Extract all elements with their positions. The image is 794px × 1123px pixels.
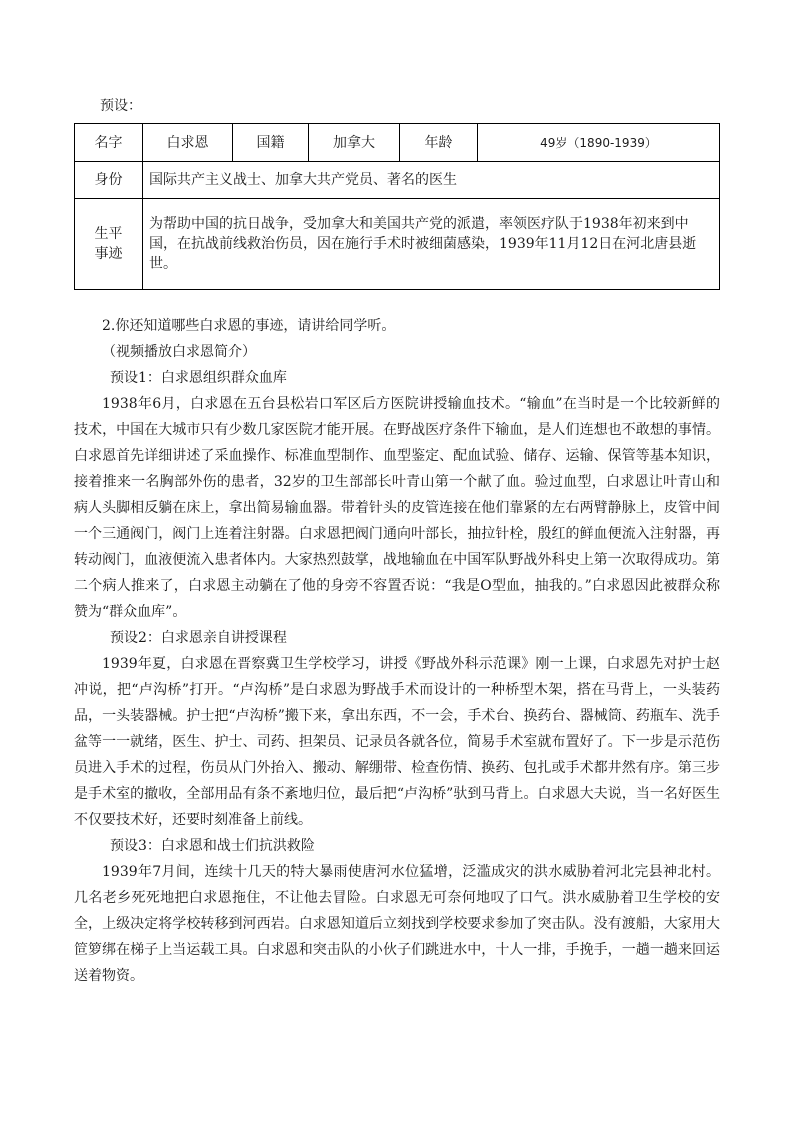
identity-value: 国际共产主义战士、加拿大共产党员、著名的医生 <box>143 162 720 199</box>
preset2-title: 预设2：白求恩亲自讲授课程 <box>110 630 287 646</box>
table-row-basic <box>75 124 720 162</box>
life-label-line1: 生平 <box>94 226 123 242</box>
identity-label: 身份 <box>75 162 143 199</box>
table-row-life <box>75 199 720 290</box>
name-value: 白求恩 <box>143 124 233 162</box>
question-line: 2.你还知道哪些白求恩的事迹，请讲给同学听。 <box>102 318 396 334</box>
life-label-line2: 事迹 <box>94 246 123 262</box>
life-label <box>75 199 143 290</box>
preset3-body: 1939年7月间，连续十几天的特大暴雨使唐河水位猛增，泛滥成灾的洪水威胁着河北完县神北村。几名老乡死死地把白求恩拖住，不让他去冒险。白求恩无可奈何地叹了口气。洪水威胁着卫生学校的安全，上级决定将学校转移到河西岩。白求恩知道后立刻找到学校要求参加了突击队。没有渡船，大家用大笸箩绑在梯子上当运载工具。白求恩和突击队的小伙子们跳进水中，十人一排，手挽手，一趟一趟来回运送着物资。 <box>74 864 720 984</box>
nationality-value: 加拿大 <box>309 124 400 162</box>
table-row-identity <box>75 162 720 199</box>
bethune-info-table <box>74 123 720 290</box>
preset2-body: 1939年夏，白求恩在晋察冀卫生学校学习，讲授《野战外科示范课》刚一上课，白求恩先对护士赵冲说，把“卢沟桥”打开。“卢沟桥”是白求恩为野战手术而设计的一种桥型木架，搭在马背上，一头装药品，一头装器械。护士把“卢沟桥”搬下来，拿出东西，不一会，手术台、换药台、器械筒、药瓶车、洗手盆等一一就绪，医生、护士、司药、担架员、记录员各就各位，简易手术室就布置好了。下一步是示范伤员进入手术的过程，伤员从门外抬入、搬动、解绷带、检查伤情、换药、包扎或手术都井然有序。第三步是手术室的撤收，全部用品有条不紊地归位，最后把“卢沟桥”驮到马背上。白求恩大夫说，当一名好医生不仅要技术好，还要时刻准备上前线。 <box>74 656 720 828</box>
video-note: （视频播放白求恩简介） <box>102 344 256 360</box>
preset-label: 预设： <box>100 98 142 114</box>
name-label: 名字 <box>75 124 143 162</box>
preset1-body: 1938年6月，白求恩在五台县松岩口军区后方医院讲授输血技术。“输血”在当时是一个比较新鲜的技术，中国在大城市只有少数几家医院才能开展。在野战医疗条件下输血，是人们连想也不敢想的事情。白求恩首先详细讲述了采血操作、标准血型制作、血型鉴定、配血试验、储存、运输、保管等基本知识，接着推来一名胸部外伤的患者，32岁的卫生部部长叶青山第一个献了血。验过血型，白求恩让叶青山和病人头脚相反躺在床上，拿出简易输血器。带着针头的皮管连接在他们靠紧的左右两臂静脉上，皮管中间一个三通阀门，阀门上连着注射器。白求恩把阀门通向叶部长，抽拉针栓，殷红的鲜血便流入注射器，再转动阀门，血液便流入患者体内。大家热烈鼓掌，战地输血在中国军队野战外科史上第一次取得成功。第二个病人推来了，白求恩主动躺在了他的身旁不容置否说：“我是O型血，抽我的。”白求恩因此被群众称赞为“群众血库”。 <box>74 396 720 620</box>
life-value: 为帮助中国的抗日战争，受加拿大和美国共产党的派遣，率领医疗队于1938年初来到中国，在抗战前线救治伤员，因在施行手术时被细菌感染，1939年11月12日在河北唐县逝世。 <box>143 199 720 290</box>
nationality-label: 国籍 <box>233 124 309 162</box>
body-text <box>74 313 720 989</box>
preset3-title: 预设3：白求恩和战士们抗洪救险 <box>110 838 315 854</box>
age-value: 49岁（1890-1939） <box>478 124 720 162</box>
preset1-title: 预设1：白求恩组织群众血库 <box>110 370 287 386</box>
age-label: 年龄 <box>400 124 478 162</box>
